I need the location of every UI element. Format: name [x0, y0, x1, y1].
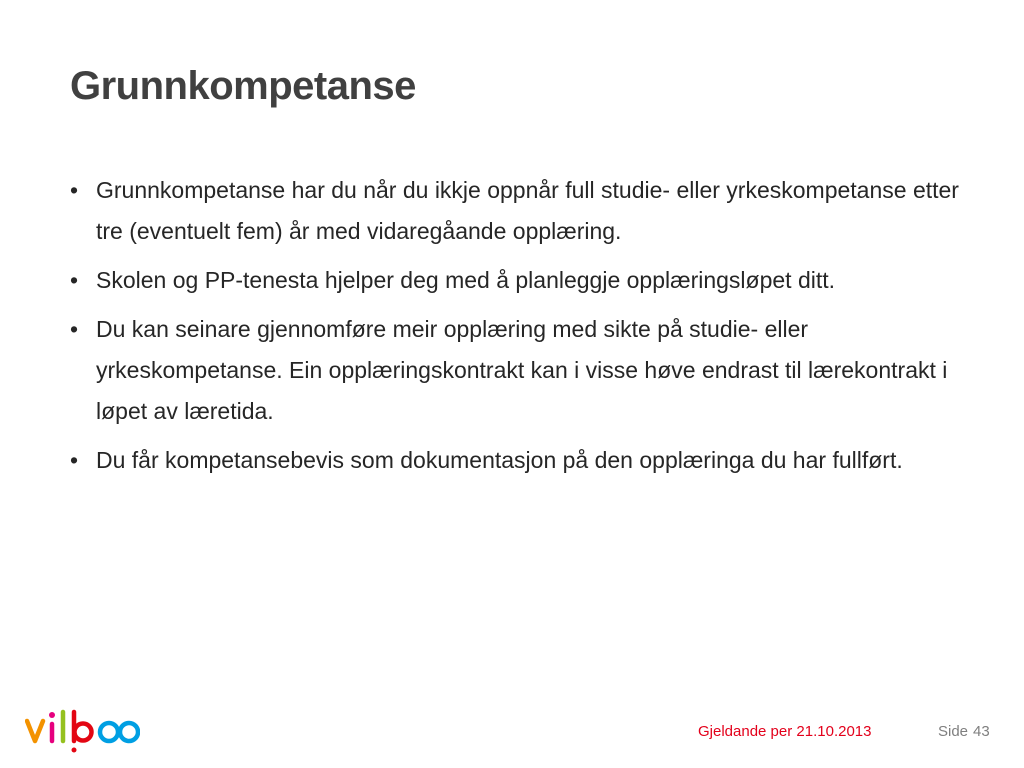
vilbo-logo [25, 708, 140, 756]
bullet-item [70, 309, 970, 432]
slide-title: Grunnkompetanse [70, 64, 416, 108]
bullet-marker: • [70, 447, 79, 473]
bullet-item [70, 260, 970, 301]
bullet-marker: • [70, 267, 79, 293]
bullet-text: Du får kompetansebevis som dokumentasjon på den opplæringa du har fullført. [96, 447, 903, 473]
bullet-marker: • [70, 177, 79, 203]
bullet-list [70, 170, 970, 489]
bullet-text: Grunnkompetanse har du når du ikkje oppnår full studie- eller yrkeskompetanse etter tre (eventuelt fem) år med vidaregåande opplæring. [96, 177, 959, 244]
footer-page-number [938, 723, 990, 740]
bullet-text: Skolen og PP-tenesta hjelper deg med å planleggje opplæringsløpet ditt. [96, 267, 836, 293]
footer-date: Gjeldande per 21.10.2013 [698, 723, 872, 740]
bullet-marker: • [70, 316, 79, 342]
bullet-item [70, 440, 970, 481]
bullet-item [70, 170, 970, 252]
bullet-text: Du kan seinare gjennomføre meir opplæring med sikte på studie- eller yrkeskompetanse. Ein opplæringskontrakt kan i visse høve endrast til lærekontrakt i løpet av læretida. [96, 316, 948, 424]
page-label: Side [938, 723, 969, 740]
page-number: 43 [973, 723, 990, 740]
